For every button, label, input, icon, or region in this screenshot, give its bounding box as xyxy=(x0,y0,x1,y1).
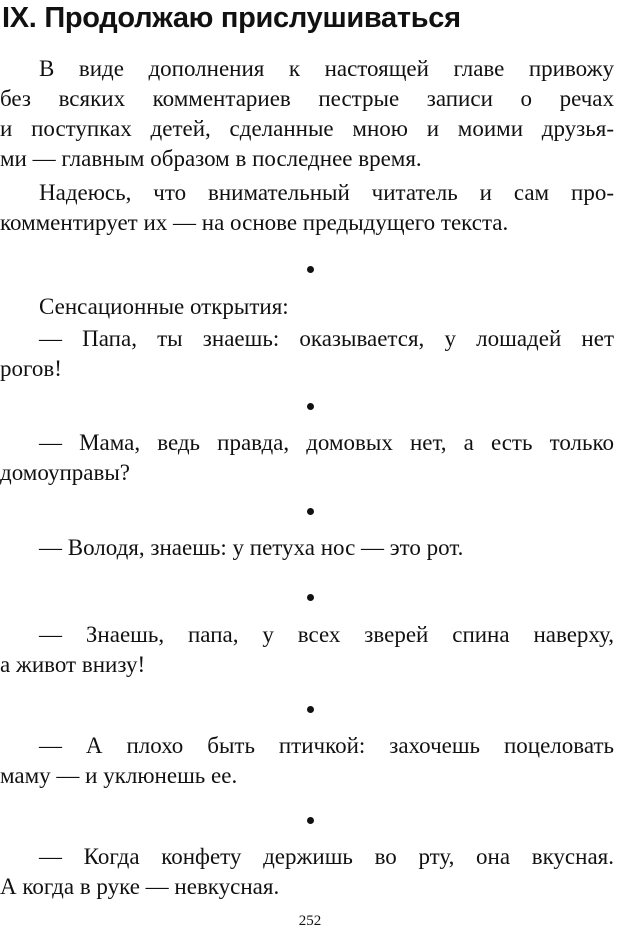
entry-line: А когда в руке — невкусная. xyxy=(0,874,280,899)
section-separator-dot xyxy=(307,706,314,713)
entry-line: — Мама, ведь правда, домовых нет, а есть только xyxy=(39,430,614,455)
entry-line: — Когда конфету держишь во рту, она вкусная. xyxy=(39,844,614,869)
section-separator-dot xyxy=(307,266,314,273)
entry-line: Сенсационные открытия: xyxy=(39,294,289,319)
entry-line: — А плохо быть птичкой: захочешь поцеловать xyxy=(39,733,614,758)
intro-line: комментирует их — на основе предыдущего текста. xyxy=(0,210,509,235)
chapter-title: IX. Продолжаю прислушиваться xyxy=(2,2,461,34)
entry-line: маму — и уклюнешь ее. xyxy=(0,763,238,788)
entry-line: — Знаешь, папа, у всех зверей спина наверху, xyxy=(39,622,614,647)
intro-line: В виде дополнения к настоящей главе привожу xyxy=(39,56,614,81)
section-separator-dot xyxy=(307,594,314,601)
section-separator-dot xyxy=(307,817,314,824)
intro-line: и поступках детей, сделанные мною и моими друзья- xyxy=(0,116,614,141)
entry-line: — Папа, ты знаешь: оказывается, у лошадей нет xyxy=(39,326,614,351)
page-number: 252 xyxy=(298,913,322,929)
entry-line: а живот внизу! xyxy=(0,652,146,677)
entry-line: домоуправы? xyxy=(0,460,130,485)
section-separator-dot xyxy=(307,508,314,515)
entry-line: рогов! xyxy=(0,356,62,381)
entry-line: — Володя, знаешь: у петуха нос — это рот. xyxy=(39,535,464,560)
intro-line: Надеюсь, что внимательный читатель и сам про- xyxy=(39,180,614,205)
intro-line: ми — главным образом в последнее время. xyxy=(0,146,422,171)
section-separator-dot xyxy=(307,403,314,410)
intro-line: без всяких комментариев пестрые записи о речах xyxy=(0,86,614,111)
